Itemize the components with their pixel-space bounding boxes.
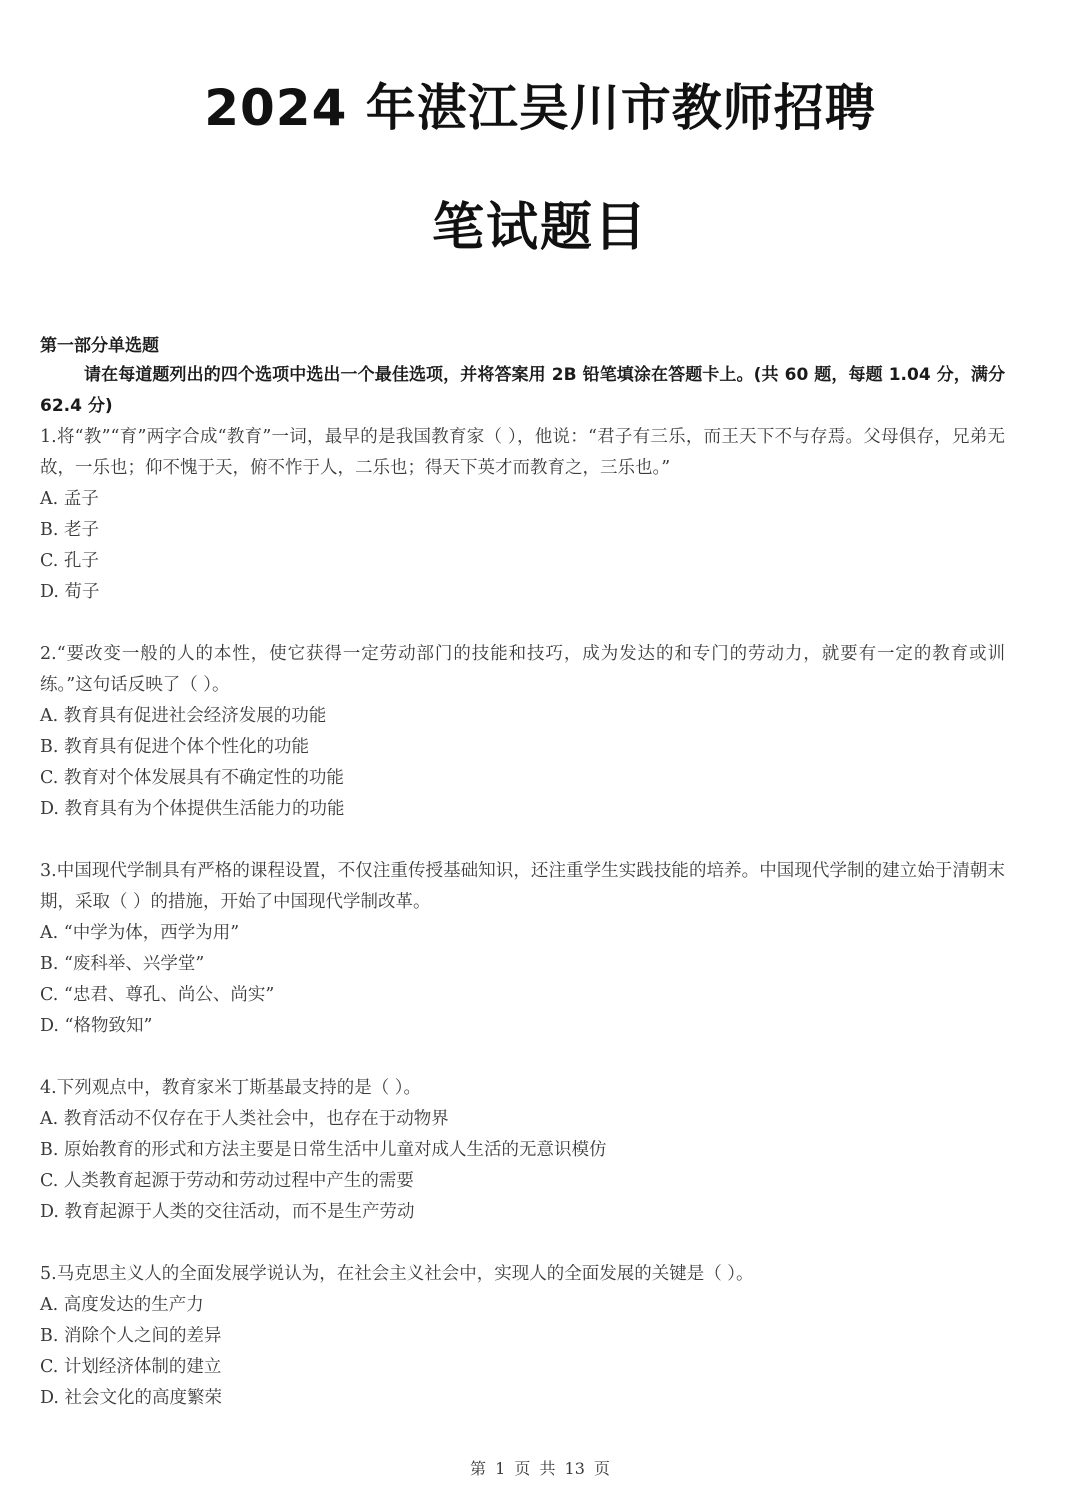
option-b: B. 原始教育的形式和方法主要是日常生活中儿童对成人生活的无意识模仿 [40,1140,607,1160]
exam-content [40,332,1005,1414]
option-b: B. 教育具有促进个体个性化的功能 [40,737,309,757]
option-b: B. “废科举、兴学堂” [40,954,205,974]
document-subtitle: 笔试题目 [431,198,648,258]
question-stem: 4.下列观点中，教育家米丁斯基最支持的是（ ）。 [40,1078,422,1098]
option-a: A. 教育活动不仅存在于人类社会中，也存在于动物界 [40,1109,449,1129]
question-3 [40,856,1005,1042]
question-stem: 2.“要改变一般的人的本性，使它获得一定劳动部门的技能和技巧，成为发达的和专门的劳动力，就要有一定的教育或训练。”这句话反映了（ ）。 [40,644,1005,695]
option-c: C. 孔子 [40,551,99,571]
option-a: A. “中学为体，西学为用” [40,923,240,943]
option-c: C. 教育对个体发展具有不确定性的功能 [40,768,344,788]
question-5 [40,1259,1005,1414]
option-c: C. 计划经济体制的建立 [40,1357,222,1377]
option-d: D. 教育具有为个体提供生活能力的功能 [40,799,345,819]
option-a: A. 孟子 [40,489,99,509]
question-1 [40,422,1005,608]
option-b: B. 老子 [40,520,99,540]
option-c: C. “忠君、尊孔、尚公、尚实” [40,985,275,1005]
option-d: D. 教育起源于人类的交往活动，而不是生产劳动 [40,1202,415,1222]
option-c: C. 人类教育起源于劳动和劳动过程中产生的需要 [40,1171,414,1191]
option-a: A. 教育具有促进社会经济发展的功能 [40,706,327,726]
option-b: B. 消除个人之间的差异 [40,1326,222,1346]
question-stem: 3.中国现代学制具有严格的课程设置，不仅注重传授基础知识，还注重学生实践技能的培养。中国现代学制的建立始于清朝末期，采取（ ）的措施，开始了中国现代学制改革。 [40,861,1005,912]
question-stem: 1.将“教”“育”两字合成“教育”一词，最早的是我国教育家（ ），他说：“君子有三乐，而王天下不与存焉。父母俱存，兄弟无故，一乐也；仰不愧于天，俯不怍于人，二乐也；得天下英才而教育之，三乐也。” [40,427,1005,478]
option-a: A. 高度发达的生产力 [40,1295,204,1315]
option-d: D. 社会文化的高度繁荣 [40,1388,223,1408]
section-title: 第一部分单选题 [40,336,159,356]
section-instructions: 请在每道题列出的四个选项中选出一个最佳选项，并将答案用 2B 铅笔填涂在答题卡上。(共 60 题，每题 1.04 分，满分 62.4 分) [40,365,1005,416]
option-d: D. 荀子 [40,582,100,602]
question-2 [40,639,1005,825]
option-d: D. “格物致知” [40,1016,153,1036]
page-number-footer: 第 1 页 共 13 页 [470,1459,610,1478]
document-title: 2024 年湛江吴川市教师招聘 [204,79,876,137]
question-stem: 5.马克思主义人的全面发展学说认为，在社会主义社会中，实现人的全面发展的关键是（ ）。 [40,1264,754,1284]
question-4 [40,1073,1005,1228]
